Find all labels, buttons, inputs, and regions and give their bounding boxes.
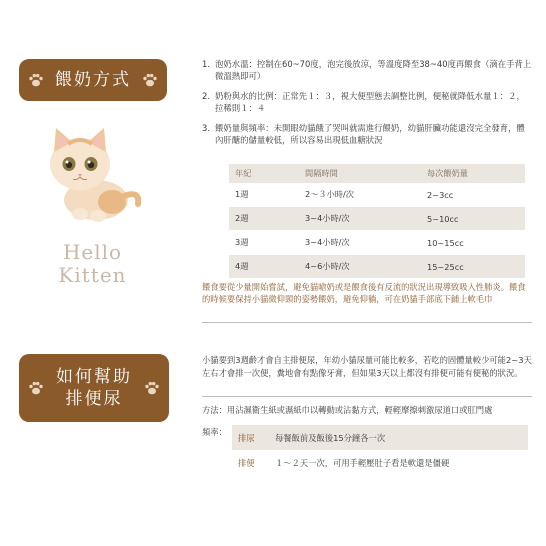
- hello-text: Hello: [62, 240, 123, 264]
- table-cell: 排便: [238, 457, 255, 468]
- kitten-text: Kitten: [58, 263, 127, 287]
- column-header: 每次餵奶量: [421, 164, 525, 183]
- table-cell: 3週: [229, 231, 299, 255]
- table-cell: 4週: [229, 255, 299, 279]
- step-item: [202, 90, 532, 114]
- section-title: [56, 366, 132, 410]
- table-cell: 2～３小時/次: [299, 183, 421, 207]
- section-title: 餵奶方式: [55, 70, 131, 90]
- step-item: [202, 58, 532, 82]
- step-number: 1.: [202, 59, 210, 69]
- frequency-table: [232, 425, 528, 475]
- table-cell: 3~4小時/次: [299, 207, 421, 231]
- table-cell: 5~10cc: [421, 207, 525, 231]
- step-text: 泡奶水溫：控制在60~70度，泡完後放涼，等溫度降至38~40度再餵食（滴在手背上微溫熱即可）: [215, 59, 532, 81]
- step-text: 奶粉與水的比例：正常先１：３，視大便型態去調整比例，便秘就降低水量１：２，拉稀則１：４: [215, 91, 525, 113]
- table-row: [229, 231, 525, 255]
- table-cell: 1週: [229, 183, 299, 207]
- paw-icon: [144, 380, 160, 396]
- feeding-note: 餵食要從少量開始嘗試，避免貓嗆奶或是餵食後有反流的狀況出現導致吸入性肺炎。餵食的時候要保持小貓微仰頸的姿勢餵奶，避免仰躺，可在奶貓手部底下鋪上軟毛巾: [202, 282, 526, 304]
- table-cell: １～２天一次，可用手輕壓肚子看是軟還是僵硬: [275, 457, 450, 468]
- table-cell: 3~4小時/次: [299, 231, 421, 255]
- table-cell: 2~3cc: [421, 183, 525, 207]
- section-title-line: 排便尿: [65, 389, 123, 409]
- table-row: [229, 255, 525, 279]
- frequency-label: 頻率：: [202, 427, 227, 437]
- table-cell: 2週: [229, 207, 299, 231]
- step-number: 2.: [202, 91, 210, 101]
- column-header: 間隔時間: [299, 164, 421, 183]
- paw-icon: [28, 380, 44, 396]
- step-item: [202, 122, 532, 146]
- table-cell: 4~6小時/次: [299, 255, 421, 279]
- table-cell: 15~25cc: [421, 255, 525, 279]
- excretion-help-badge: [19, 354, 169, 422]
- feeding-schedule-table: [229, 164, 525, 279]
- table-row: [229, 183, 525, 207]
- table-cell: 10~15cc: [421, 231, 525, 255]
- divider: [202, 396, 532, 397]
- step-text: 餵奶量與頻率：未開眼幼貓餓了哭叫就需進行餵奶，幼貓肝臟功能還沒完全發育，體內肝醣的儲量較低，所以容易出現低血糖狀況: [215, 123, 525, 145]
- section-title-line: 如何幫助: [56, 367, 132, 387]
- table-header-row: [229, 164, 525, 183]
- method-text: 方法：用沾濕衛生紙或濕紙巾以轉動或沾黏方式，輕輕摩擦刺激尿道口或肛門處: [202, 405, 493, 415]
- excretion-paragraph: 小貓要到3週齡才會自主排便尿，年幼小貓尿量可能比較多，若吃的固體量較少可能2~3天左右才會排一次便，糞地會有點像牙膏，但如果3天以上都沒有排便可能有便秘的狀況。: [202, 355, 532, 378]
- divider: [202, 322, 532, 323]
- feeding-method-badge: [19, 59, 167, 101]
- table-row: [232, 450, 528, 475]
- table-row: [229, 207, 525, 231]
- paw-icon: [142, 72, 158, 88]
- table-row: [232, 425, 528, 450]
- kitten-illustration: [38, 118, 146, 226]
- paw-icon: [28, 72, 44, 88]
- feeding-steps: [202, 58, 532, 154]
- table-cell: 排尿: [232, 425, 269, 450]
- step-number: 3.: [202, 123, 210, 133]
- table-cell: 每餐飯前及飯後15分鐘各一次: [269, 425, 528, 450]
- column-header: 年紀: [229, 164, 299, 183]
